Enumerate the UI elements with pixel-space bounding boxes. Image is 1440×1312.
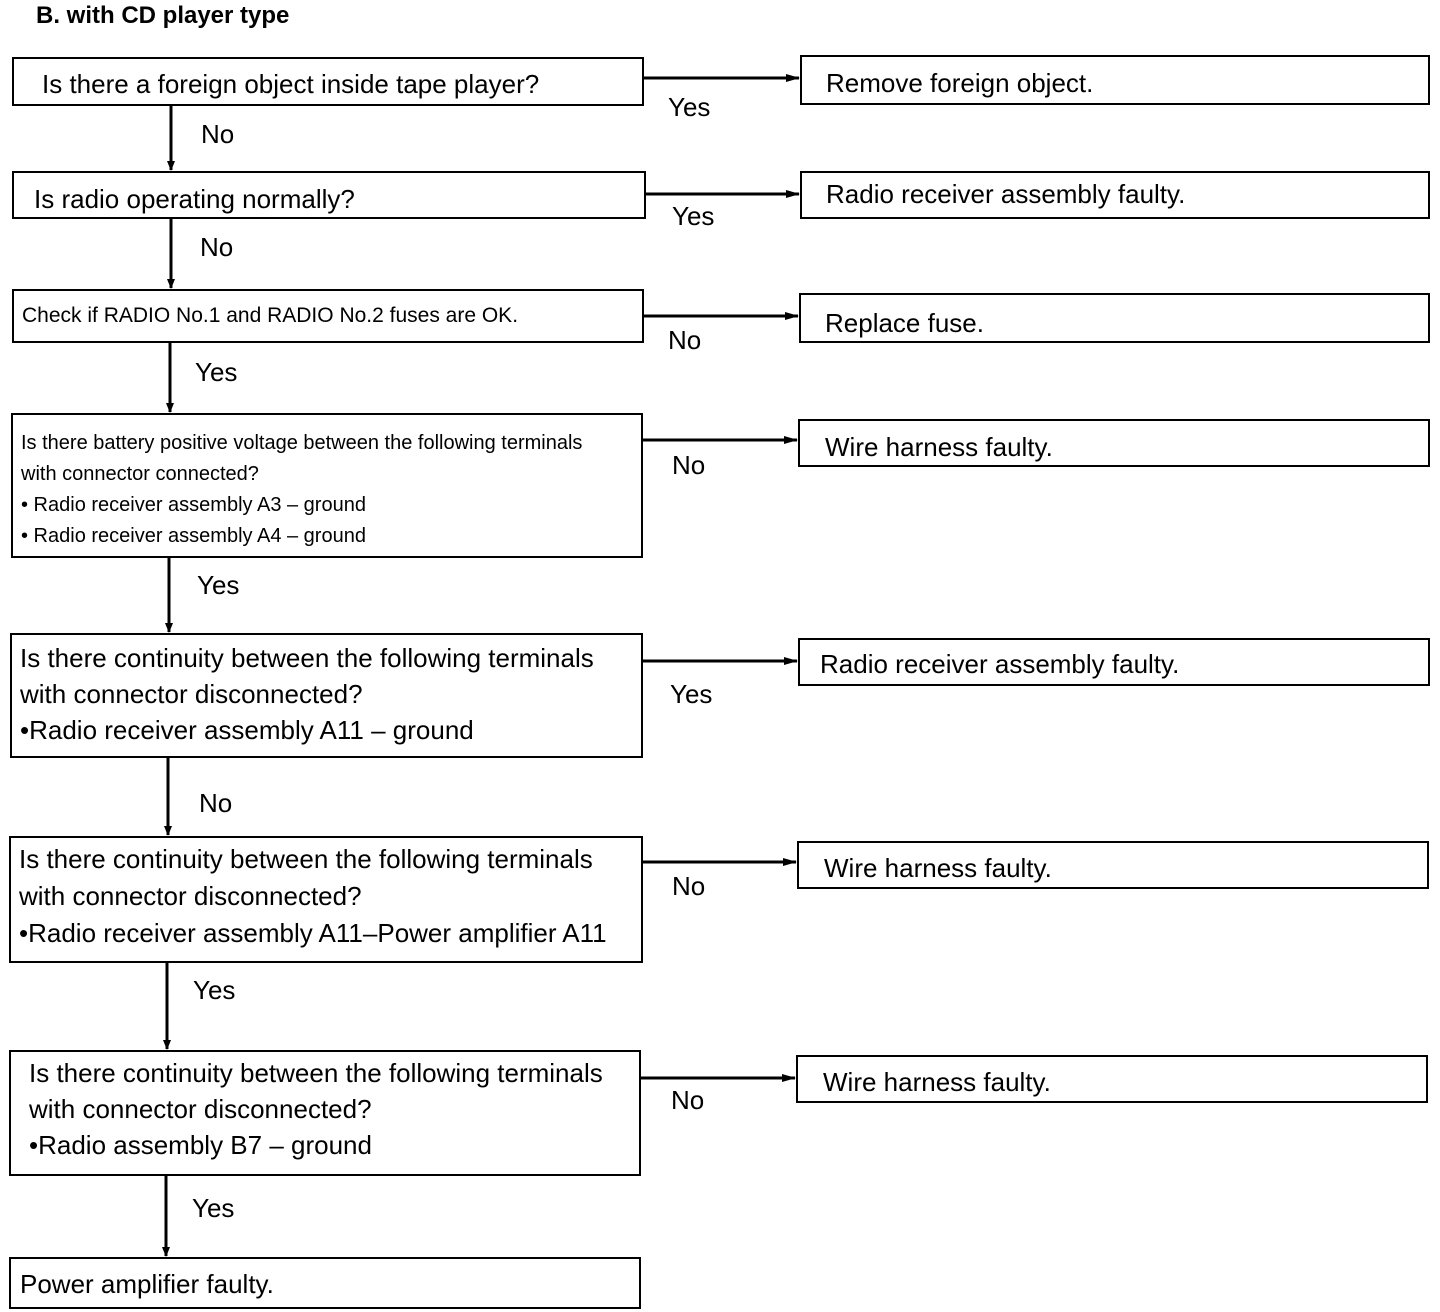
branch-label-down-5: No: [199, 788, 233, 818]
final-result-text: Power amplifier faulty.: [20, 1269, 274, 1299]
result-text: Replace fuse.: [825, 308, 984, 338]
result-text: Wire harness faulty.: [825, 432, 1053, 462]
decision-text: Is there continuity between the following terminals: [19, 844, 593, 874]
decision-text: with connector disconnected?: [19, 881, 362, 911]
result-text: Wire harness faulty.: [824, 853, 1052, 883]
result-text: Radio receiver assembly faulty.: [826, 179, 1186, 209]
branch-label-side-3: No: [668, 325, 702, 355]
decision-text: • Radio receiver assembly A3 – ground: [21, 494, 366, 516]
branch-label-down-4: Yes: [197, 570, 240, 600]
result-text: Remove foreign object.: [826, 68, 1094, 98]
branch-label-side-2: Yes: [672, 201, 715, 231]
result-box-4: [798, 419, 1430, 467]
decision-text: with connector disconnected?: [29, 1094, 372, 1124]
result-box-7: [796, 1055, 1428, 1103]
decision-box-3: [12, 289, 644, 343]
branch-label-down-1: No: [201, 119, 235, 149]
branch-label-down-7: Yes: [192, 1193, 235, 1223]
decision-text: •Radio receiver assembly A11 – ground: [20, 715, 474, 745]
branch-label-down-3: Yes: [195, 357, 238, 387]
branch-label-side-7: No: [671, 1085, 705, 1115]
decision-text: • Radio receiver assembly A4 – ground: [21, 525, 366, 547]
branch-label-side-5: Yes: [670, 679, 713, 709]
decision-text: •Radio assembly B7 – ground: [29, 1130, 372, 1160]
decision-text: Is radio operating normally?: [34, 184, 355, 214]
branch-label-side-6: No: [672, 871, 706, 901]
result-text: Radio receiver assembly faulty.: [820, 649, 1180, 679]
decision-text: with connector disconnected?: [20, 679, 363, 709]
result-box-1: [800, 55, 1430, 105]
branch-label-down-2: No: [200, 232, 234, 262]
branch-label-side-4: No: [672, 450, 706, 480]
decision-box-5: [10, 633, 643, 758]
result-box-5: [798, 638, 1430, 686]
decision-text: with connector connected?: [21, 463, 259, 485]
decision-text: Is there continuity between the following terminals: [20, 643, 594, 673]
final-result-box: [9, 1257, 641, 1309]
decision-text: •Radio receiver assembly A11–Power amplifier A11: [19, 918, 607, 948]
decision-text: Is there a foreign object inside tape player?: [42, 69, 540, 99]
decision-text: Is there battery positive voltage between the following terminals: [21, 432, 583, 454]
branch-label-down-6: Yes: [193, 975, 236, 1005]
result-box-3: [799, 293, 1430, 343]
decision-box-6: [9, 836, 643, 963]
result-box-6: [797, 841, 1429, 889]
result-text: Wire harness faulty.: [823, 1067, 1051, 1097]
decision-text: Check if RADIO No.1 and RADIO No.2 fuses are OK.: [22, 304, 519, 327]
decision-text: Is there continuity between the following terminals: [29, 1058, 603, 1088]
branch-label-side-1: Yes: [668, 92, 711, 122]
flowchart-title: B. with CD player type: [36, 2, 290, 29]
result-box-2: [800, 171, 1430, 219]
decision-box-1: [12, 57, 644, 106]
decision-box-2: [12, 171, 646, 219]
decision-box-4: [11, 413, 643, 558]
decision-box-7: [9, 1050, 641, 1176]
